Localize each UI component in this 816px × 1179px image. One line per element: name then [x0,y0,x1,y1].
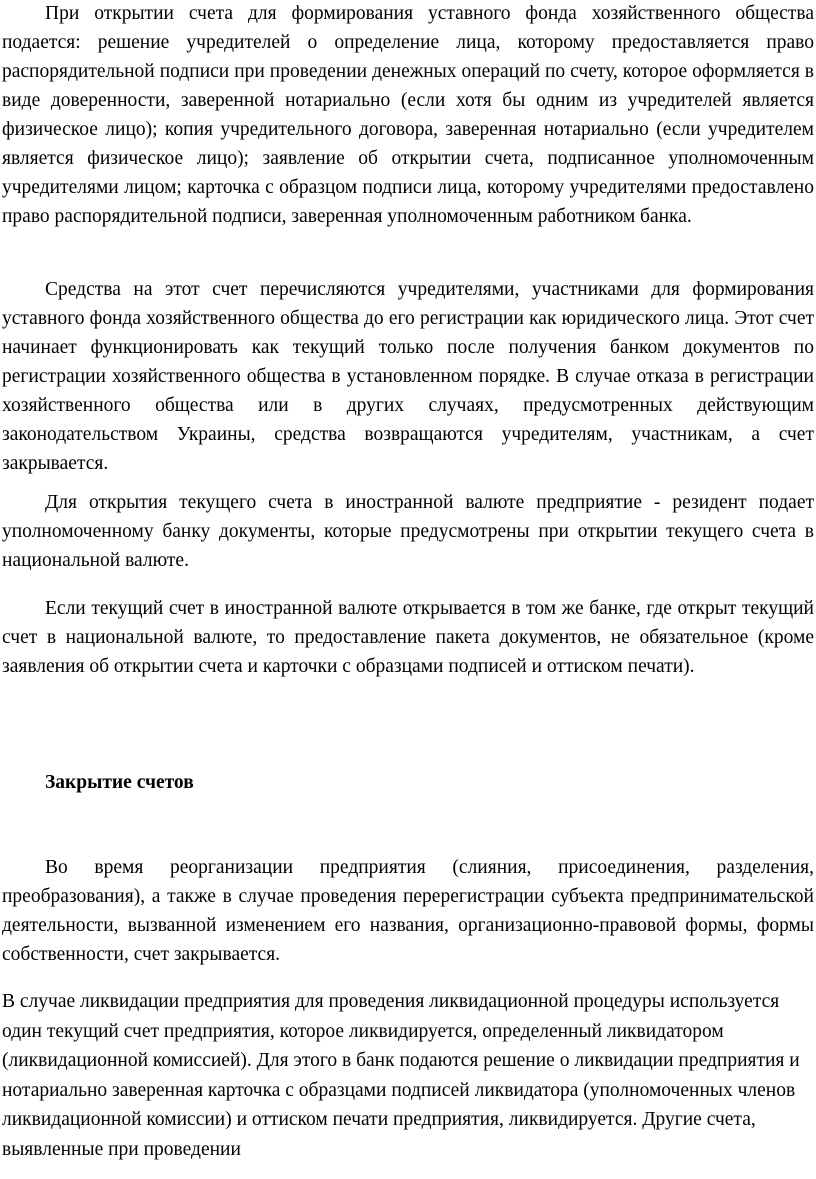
paragraph-reorganization: Во время реорганизации предприятия (слияния, присоединения, разделения, преобразования), а также в случае проведения перерегистрации субъекта предпринимательской деятельности, вызванной изменением его названия, организационно-правовой формы, формы собственности, счет закрывается. [2,857,814,965]
paragraph-funds-transfer: Средства на этот счет перечисляются учредителями, участниками для формирования уставного фонда хозяйственного общества до его регистрации как юридического лица. Этот счет начинает функционировать как текущий только после получения банком документов по регистрации хозяйственного общества в установленном порядке. В случае отказа в регистрации хозяйственного общества или в других случаях, предусмотренных действующим законодательством Украины, средства возвращаются учредителям, участникам, а счет закрывается. [2,279,814,474]
paragraph-foreign-currency-account: Для открытия текущего счета в иностранной валюте предприятие - резидент подает уполномоченному банку документы, которые предусмотрены при открытии текущего счета в национальной валюте. [2,492,814,571]
paragraph-liquidation: В случае ликвидации предприятия для проведения ликвидационной процедуры используется один текущий счет предприятия, которое ликвидируется, определенный ликвидатором (ликвидационной комиссией). Для этого в банк подаются решение о ликвидации предприятия и нотариально заверенная карточка с образцами подписей ликвидатора (уполномоченных членов ликвидационной комиссии) и оттиском печати предприятия, ликвидируется. Другие счета, выявленные при проведении [2,991,800,1160]
paragraph-founders-account-documents: При открытии счета для формирования уставного фонда хозяйственного общества подается: решение учредителей о определение лица, которому предоставляется право распорядительной подписи при проведении денежных операций по счету, которое оформляется в виде доверенности, заверенной нотариально (если хотя бы одним из учредителей является физическое лицо); копия учредительного договора, заверенная нотариально (если учредителем является физическое лицо); заявление об открытии счета, подписанное уполномоченным учредителями лицом; карточка с образцом подписи лица, которому учредителями предоставлено право распорядительной подписи, заверенная уполномоченным работником банка. [2,3,814,227]
section-heading-closing-accounts: Закрытие счетов [45,772,194,793]
paragraph-same-bank-account: Если текущий счет в иностранной валюте открывается в том же банке, где открыт текущий счет в национальной валюте, то предоставление пакета документов, не обязательное (кроме заявления об открытии счета и карточки с образцами подписей и оттиском печати). [2,598,814,677]
